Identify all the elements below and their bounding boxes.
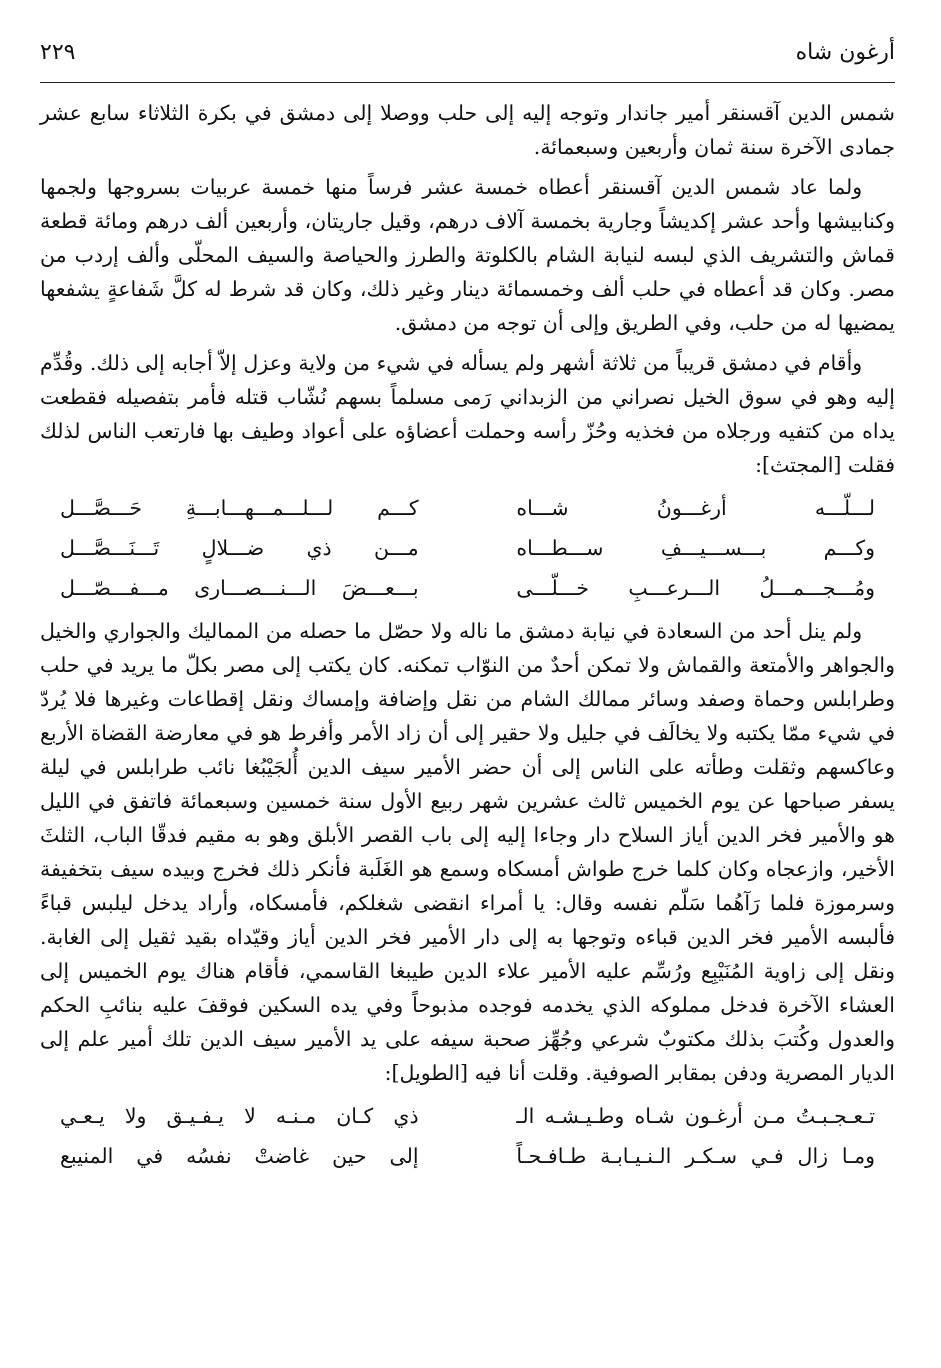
page-number: ٢٢٩ xyxy=(40,40,76,65)
poem-tawil xyxy=(40,1096,895,1176)
verse-first-hemistich: لـــلّـــه أرغـــونُ شـــاه xyxy=(516,496,875,520)
verse-line xyxy=(40,1136,895,1176)
poem-mujtath xyxy=(40,488,895,608)
verse-line xyxy=(40,568,895,608)
verse-line xyxy=(40,528,895,568)
verse-line xyxy=(40,1096,895,1136)
verse-first-hemistich: ومُـــجـــمـــلُ الـــرعـــبِ خـــلّـــى xyxy=(516,576,875,600)
header-rule xyxy=(40,82,895,83)
text-body xyxy=(40,96,895,1182)
verse-second-hemistich: ذي كـان مـنـه لا يـفـيـق ولا يـعـي xyxy=(60,1104,419,1128)
verse-line xyxy=(40,488,895,528)
running-title: أرغون شاه xyxy=(795,40,895,65)
verse-second-hemistich: إلى حين غاضتْ نفسُه في المنيبع xyxy=(60,1144,419,1168)
paragraph-3: وأقام في دمشق قريباً من ثلاثة أشهر ولم يسأله في شيء من ولاية وعزل إلاّ أجابه إلى ذلك. وقُدِّم إليه وهو في سوق الخيل نصراني من الزبداني رَمى مسلماً بسهم نُشّاب قتله فأمر بتفصيله فقطعت يداه من كتفيه ورجلاه من فخذيه وحُزّ رأسه وحملت أعضاؤه على أعواد وطيف بها فارتعب الناس لذلك فقلت [المجتث]: xyxy=(40,351,895,477)
verse-first-hemistich: وكـــم بـــســـيـــفِ ســـطـــاه xyxy=(516,536,875,560)
paragraph-4: ولم ينل أحد من السعادة في نيابة دمشق ما ناله ولا حصّل ما حصله من المماليك والجواري والخيل والجواهر والأمتعة والقماش ولا تمكن أحدٌ من النوّاب تمكنه. كان يكتب إلى مصر بكلّ ما يريد في حلب وطرابلس وحماة وصفد وسائر ممالك الشام من نقل وإضافة وإمساك ونقل إقطاعات وغيرها فلا يُردّ في شيء ممّا يكتبه ولا يخالَف في جليل ولا حقير إلى أن زاد الأمر وأفرط هو في معارضة القضاة الأربع وعاكسهم وثقلت وطأته على الناس إلى أن حضر الأمير سيف الدين أُلجَيْبُغا نائب طرابلس في ليلة يسفر صباحها عن يوم الخميس ثالث عشرين شهر ربيع الأول سنة خمسين وسبعمائة فاتفق في الليل هو والأمير فخر الدين أياز السلاح دار وجاءا إليه إلى باب القصر الأبلق وهو به مقيم فدقّا الباب، الثلثَ الأخير، وازعجاه وكان كلما خرج طواش أمسكاه وسمع هو الغَلَبة فأنكر ذلك فخرج وبيده سيف بتخفيفة وسرموزة فلما رَآهُما سَلّم نفسه وقال: يا أمراء انقضى شغلكم، فأمسكاه، وأراد يدخل ليلبس قباءً فألبسه الأمير فخر الدين قباءه وتوجها به إلى دار الأمير فخر الدين أياز وقيّداه بقيد ثقيل إلى الغابة. ونقل إلى زاوية المُنَيْبِع ورُسِّم عليه الأمير علاء الدين طيبغا القاسمي، فأقام هناك يوم الخميس إلى العشاء الآخرة فدخل مملوكه الذي يخدمه فوجده مذبوحاً وفي يده السكين فوقفَ عليه بنائبِ الحكم والعدول وكُتبَ بذلك مكتوبٌ شرعي وجُهِّز صحبة سيفه على يد الأمير سيف الدين تلك أمير علم إلى الديار المصرية ودفن بمقابر الصوفية. وقلت أنا فيه [الطويل]: xyxy=(40,619,895,1085)
verse-first-hemistich: ومـا زال فـي سـكـر الـنـيـابـة طـافـحـاً xyxy=(516,1144,875,1168)
page-header xyxy=(40,40,895,65)
paragraph-1: شمس الدين آقسنقر أمير جاندار وتوجه إليه إلى حلب ووصلا إلى دمشق في بكرة الثلاثاء سابع عشر جمادى الآخرة سنة ثمان وأربعين وسبعمائة. xyxy=(40,101,895,159)
paragraph-2: ولما عاد شمس الدين آقسنقر أعطاه خمسة عشر فرساً منها خمسة عربيات بسروجها ولجمها وكنابيشها وأحد عشر إكديشاً وجارية بخمسة آلاف درهم، وقيل جاريتان، وأربعين ألف درهم ومائة قطعة قماش والتشريف الذي لبسه لنيابة الشام بالكلوتة والطرز والحياصة والسيف المحلّى وألف إردب من مصر. وكان قد أعطاه في حلب ألف وخمسمائة دينار وغير ذلك، وكان قد شرط له كلَّ شَفاعةٍ يشفعها يمضيها له من حلب، وفي الطريق وإلى أن توجه من دمشق. xyxy=(40,175,895,335)
verse-first-hemistich: تـعـجـبـتُ مـن أرغـون شـاه وطـيـشـه الـ xyxy=(516,1104,875,1128)
verse-second-hemistich: بـــعـــضَ الـــنـــصـــارى مـــفـــصّـــل xyxy=(60,576,419,600)
verse-second-hemistich: مـــن ذي ضـــلالٍ تَـــنَـــصَّـــل xyxy=(60,536,419,560)
verse-second-hemistich: كـــم لـــلـــمـــهـــابـــةِ حَـــصَّـــل xyxy=(60,496,419,520)
